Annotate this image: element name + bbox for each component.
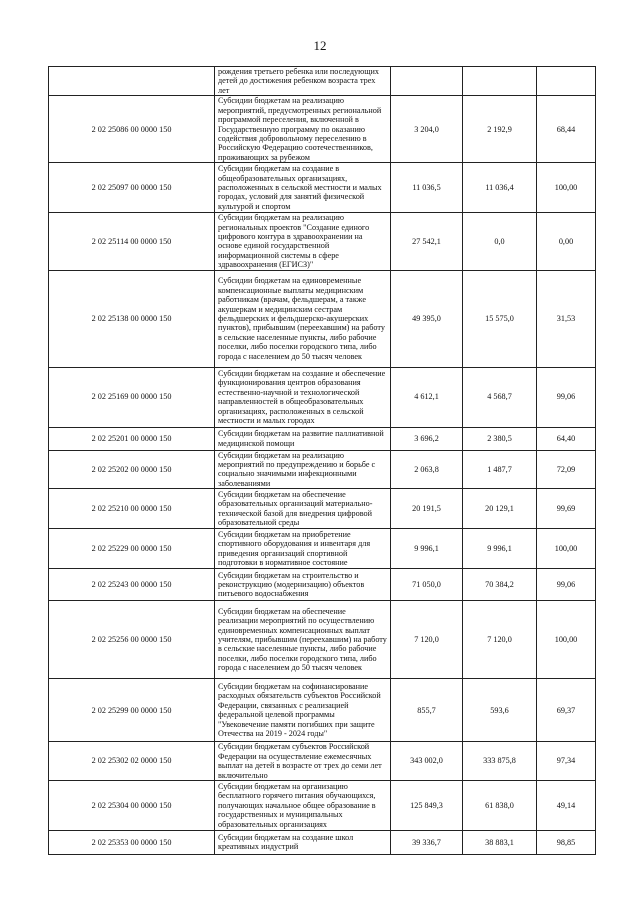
code-cell: 2 02 25202 00 0000 150 <box>49 450 215 489</box>
plan-cell: 125 849,3 <box>391 780 463 830</box>
name-cell: Субсидии бюджетам на реализацию мероприятий по предупреждению и борьбе с социально значимыми инфекционными заболеваниями <box>215 450 391 489</box>
percent-cell: 99,69 <box>537 489 596 529</box>
fact-cell <box>463 67 537 96</box>
percent-cell: 100,00 <box>537 163 596 213</box>
plan-cell: 11 036,5 <box>391 163 463 213</box>
fact-cell: 20 129,1 <box>463 489 537 529</box>
table-row <box>49 96 596 163</box>
percent-cell: 100,00 <box>537 601 596 679</box>
plan-cell: 39 336,7 <box>391 830 463 854</box>
table-row <box>49 742 596 781</box>
table-row <box>49 450 596 489</box>
percent-cell: 99,06 <box>537 367 596 427</box>
name-cell: Субсидии бюджетам на организацию бесплатного горячего питания обучающихся, получающих начальное общее образование в государственных и муниципальных образовательных организациях <box>215 780 391 830</box>
plan-cell: 343 002,0 <box>391 742 463 781</box>
name-cell: Субсидии бюджетам субъектов Российской Федерации на осуществление ежемесячных выплат на детей в возрасте от трех до семи лет включительно <box>215 742 391 781</box>
name-cell: Субсидии бюджетам на обеспечение образовательных организаций материально-технической базой для внедрения цифровой образовательной среды <box>215 489 391 529</box>
plan-cell: 2 063,8 <box>391 450 463 489</box>
table-row <box>49 427 596 450</box>
code-cell: 2 02 25097 00 0000 150 <box>49 163 215 213</box>
table-row <box>49 213 596 270</box>
name-cell: Субсидии бюджетам на создание в общеобразовательных организациях, расположенных в сельской местности и малых городах, условий для занятий физической культурой и спортом <box>215 163 391 213</box>
name-cell: Субсидии бюджетам на софинансирование расходных обязательств субъектов Российской Федерации, связанных с реализацией федеральной целевой программы "Увековечение памяти погибших при защите Отечества на 2019 - 2024 годы" <box>215 679 391 742</box>
table-row <box>49 270 596 367</box>
table-row <box>49 569 596 601</box>
code-cell: 2 02 25302 02 0000 150 <box>49 742 215 781</box>
percent-cell: 100,00 <box>537 529 596 569</box>
name-cell: Субсидии бюджетам на развитие паллиативной медицинской помощи <box>215 427 391 450</box>
code-cell: 2 02 25138 00 0000 150 <box>49 270 215 367</box>
plan-cell: 20 191,5 <box>391 489 463 529</box>
code-cell: 2 02 25243 00 0000 150 <box>49 569 215 601</box>
plan-cell: 855,7 <box>391 679 463 742</box>
plan-cell: 7 120,0 <box>391 601 463 679</box>
percent-cell: 72,09 <box>537 450 596 489</box>
plan-cell <box>391 67 463 96</box>
fact-cell: 70 384,2 <box>463 569 537 601</box>
name-cell: Субсидии бюджетам на обеспечение реализации мероприятий по осуществлению единовременных компенсационных выплат учителям, прибывшим (переехавшим) на работу в сельские населенные пункты, либо рабочие поселки, либо поселки городского типа, либо города с населением до 50 тысяч человек <box>215 601 391 679</box>
code-cell: 2 02 25114 00 0000 150 <box>49 213 215 270</box>
code-cell: 2 02 25210 00 0000 150 <box>49 489 215 529</box>
table-row <box>49 489 596 529</box>
name-cell: Субсидии бюджетам на создание и обеспечение функционирования центров образования естественно-научной и технологической направленностей в общеобразовательных организациях, расположенных в сельской местности и малых городах <box>215 367 391 427</box>
plan-cell: 27 542,1 <box>391 213 463 270</box>
percent-cell: 99,06 <box>537 569 596 601</box>
plan-cell: 9 996,1 <box>391 529 463 569</box>
fact-cell: 333 875,8 <box>463 742 537 781</box>
code-cell: 2 02 25229 00 0000 150 <box>49 529 215 569</box>
fact-cell: 2 192,9 <box>463 96 537 163</box>
fact-cell: 15 575,0 <box>463 270 537 367</box>
percent-cell: 69,37 <box>537 679 596 742</box>
plan-cell: 49 395,0 <box>391 270 463 367</box>
name-cell: Субсидии бюджетам на строительство и реконструкцию (модернизацию) объектов питьевого водоснабжения <box>215 569 391 601</box>
table-row <box>49 67 596 96</box>
name-cell: Субсидии бюджетам на единовременные компенсационные выплаты медицинским работникам (врачам, фельдшерам, а также акушеркам и медицинским сестрам фельдшерских и фельдшерско-акушерских пунктов), прибывшим (переехавшим) на работу в сельские населенные пункты, либо рабочие поселки, либо поселки городского типа, либо города с населением до 50 тысяч человек <box>215 270 391 367</box>
fact-cell: 2 380,5 <box>463 427 537 450</box>
plan-cell: 4 612,1 <box>391 367 463 427</box>
name-cell: Субсидии бюджетам на приобретение спортивного оборудования и инвентаря для приведения организаций спортивной подготовки в нормативное состояние <box>215 529 391 569</box>
percent-cell: 97,34 <box>537 742 596 781</box>
fact-cell: 9 996,1 <box>463 529 537 569</box>
code-cell: 2 02 25304 00 0000 150 <box>49 780 215 830</box>
code-cell <box>49 67 215 96</box>
percent-cell: 31,53 <box>537 270 596 367</box>
percent-cell <box>537 67 596 96</box>
name-cell: Субсидии бюджетам на создание школ креативных индустрий <box>215 830 391 854</box>
fact-cell: 4 568,7 <box>463 367 537 427</box>
table-row <box>49 367 596 427</box>
fact-cell: 0,0 <box>463 213 537 270</box>
table-row <box>49 601 596 679</box>
table-row <box>49 529 596 569</box>
plan-cell: 3 696,2 <box>391 427 463 450</box>
name-cell: Субсидии бюджетам на реализацию региональных проектов "Создание единого цифрового контура в здравоохранении на основе единой государственной информационной системы в сфере здравоохранения (ЕГИСЗ)" <box>215 213 391 270</box>
plan-cell: 71 050,0 <box>391 569 463 601</box>
fact-cell: 38 883,1 <box>463 830 537 854</box>
fact-cell: 1 487,7 <box>463 450 537 489</box>
table-row <box>49 780 596 830</box>
page-number: 12 <box>313 38 327 53</box>
percent-cell: 64,40 <box>537 427 596 450</box>
name-cell: Субсидии бюджетам на реализацию мероприятий, предусмотренных региональной программой переселения, включенной в Государственную программу по оказанию содействия добровольному переселению в Российскую Федерацию соотечественников, проживающих за рубежом <box>215 96 391 163</box>
table-row <box>49 679 596 742</box>
fact-cell: 7 120,0 <box>463 601 537 679</box>
percent-cell: 98,85 <box>537 830 596 854</box>
code-cell: 2 02 25086 00 0000 150 <box>49 96 215 163</box>
name-cell: рождения третьего ребенка или последующих детей до достижения ребенком возраста трех лет <box>215 67 391 96</box>
code-cell: 2 02 25169 00 0000 150 <box>49 367 215 427</box>
code-cell: 2 02 25256 00 0000 150 <box>49 601 215 679</box>
fact-cell: 61 838,0 <box>463 780 537 830</box>
percent-cell: 68,44 <box>537 96 596 163</box>
code-cell: 2 02 25353 00 0000 150 <box>49 830 215 854</box>
table-row <box>49 830 596 854</box>
code-cell: 2 02 25201 00 0000 150 <box>49 427 215 450</box>
code-cell: 2 02 25299 00 0000 150 <box>49 679 215 742</box>
budget-table <box>48 66 596 855</box>
fact-cell: 593,6 <box>463 679 537 742</box>
percent-cell: 49,14 <box>537 780 596 830</box>
table-row <box>49 163 596 213</box>
fact-cell: 11 036,4 <box>463 163 537 213</box>
plan-cell: 3 204,0 <box>391 96 463 163</box>
percent-cell: 0,00 <box>537 213 596 270</box>
